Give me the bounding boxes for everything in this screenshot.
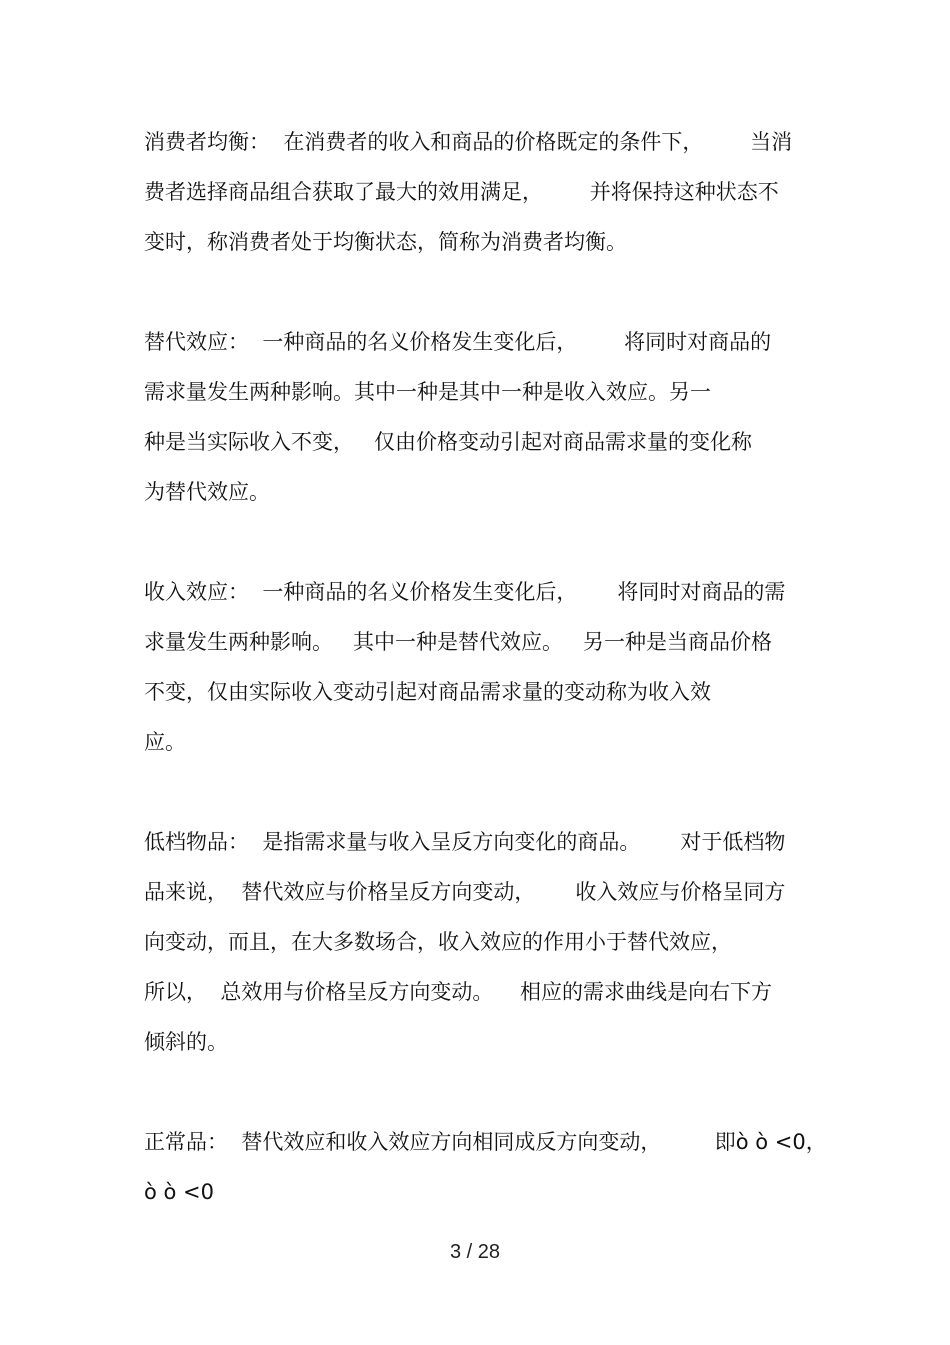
text-line: 需求量发生两种影响。其中一种是其中一种是收入效应。另一 xyxy=(144,380,711,404)
text-line: 求量发生两种影响。 其中一种是替代效应。 另一种是当商品价格 xyxy=(144,630,773,654)
text-line: 低档物品： 是指需求量与收入呈反方向变化的商品。 对于低档物 xyxy=(144,830,786,854)
text-line: 不变，仅由实际收入变动引起对商品需求量的变动称为收入效 xyxy=(144,680,711,704)
text-line: 为替代效应。 xyxy=(144,480,270,504)
text-line: 变时，称消费者处于均衡状态，简称为消费者均衡。 xyxy=(144,230,627,254)
text-line: 消费者均衡： 在消费者的收入和商品的价格既定的条件下， 当消 xyxy=(144,130,793,154)
text-line: 费者选择商品组合获取了最大的效用满足， 并将保持这种状态不 xyxy=(144,180,779,204)
text-line: 所以， 总效用与价格呈反方向变动。 相应的需求曲线是向右下方 xyxy=(144,980,773,1004)
page-number: 3 / 28 xyxy=(449,1241,501,1263)
text-line: 替代效应： 一种商品的名义价格发生变化后， 将同时对商品的 xyxy=(144,330,772,354)
text-line: 应。 xyxy=(144,730,186,754)
text-line: ò ò <0 xyxy=(144,1180,215,1204)
text-line: 种是当实际收入不变， 仅由价格变动引起对商品需求量的变化称 xyxy=(144,430,753,454)
text-line: 正常品： 替代效应和收入效应方向相同成反方向变动， 即ò ò <0， xyxy=(144,1130,827,1154)
text-line: 品来说， 替代效应与价格呈反方向变动， 收入效应与价格呈同方 xyxy=(144,880,786,904)
text-line: 收入效应： 一种商品的名义价格发生变化后， 将同时对商品的需 xyxy=(144,580,786,604)
text-line: 倾斜的。 xyxy=(144,1030,228,1054)
text-line: 向变动，而且，在大多数场合，收入效应的作用小于替代效应， xyxy=(144,930,732,954)
